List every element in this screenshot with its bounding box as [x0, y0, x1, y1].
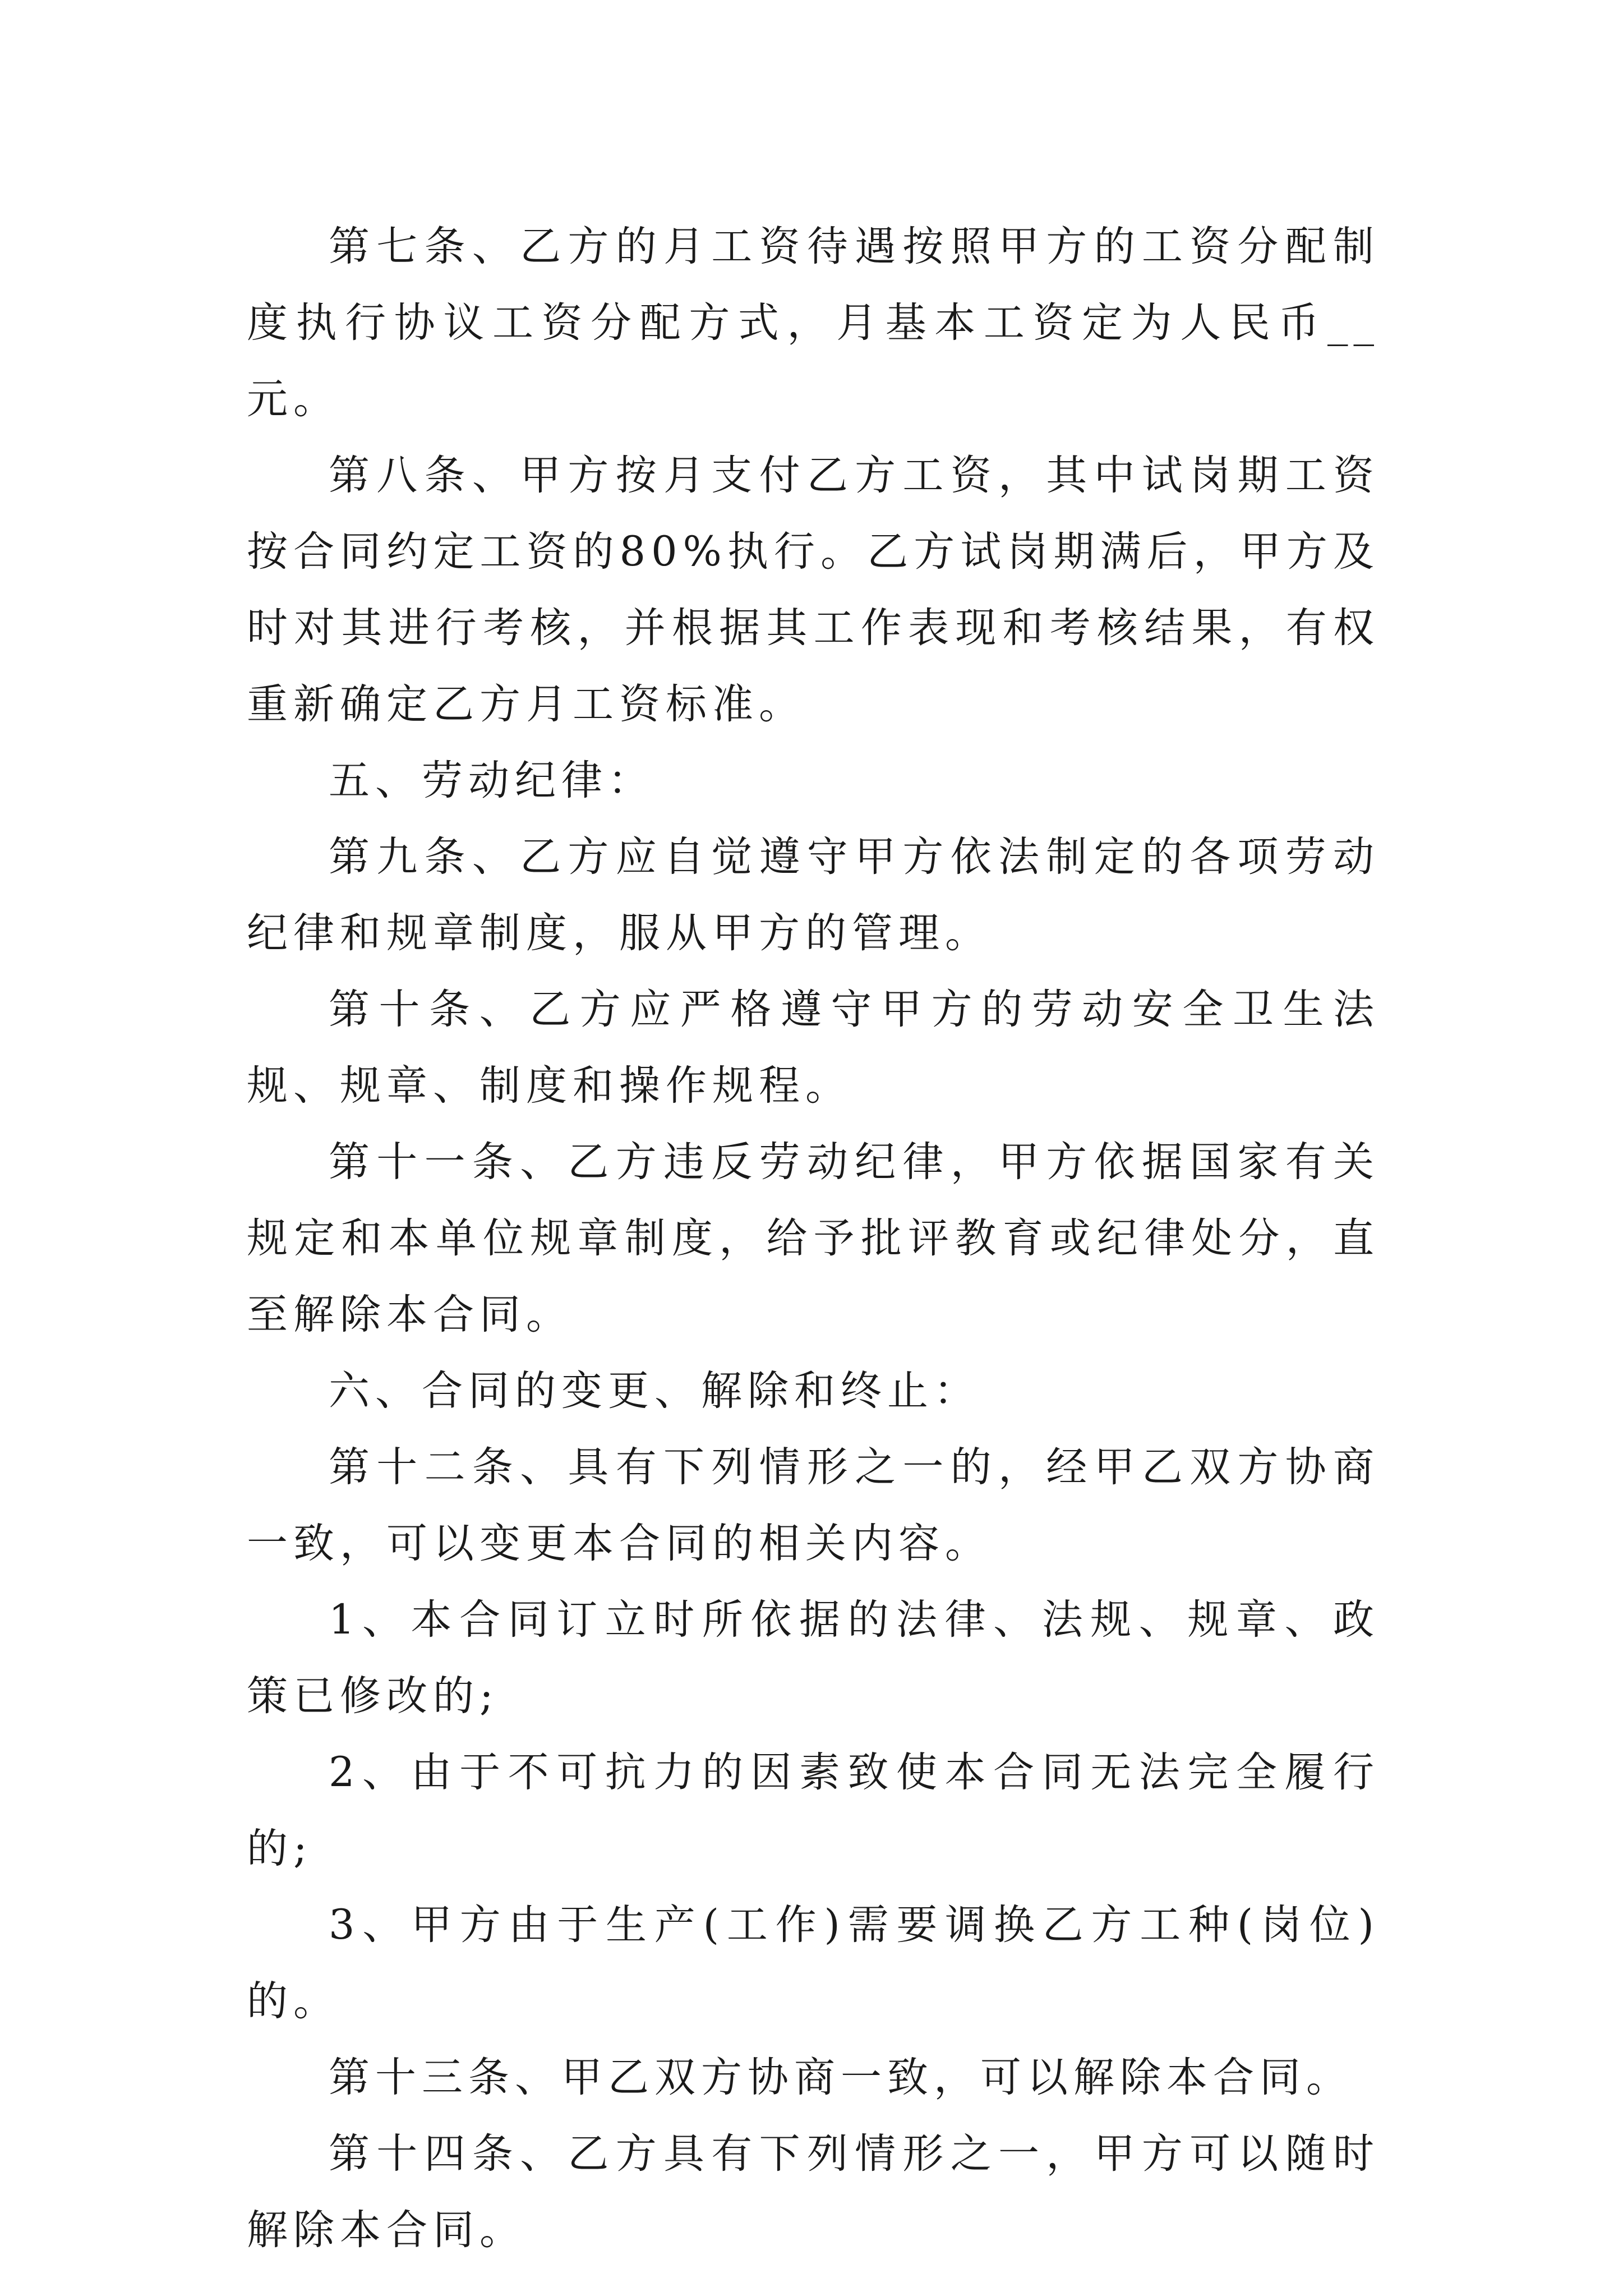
list-item-2: 2、由于不可抗力的因素致使本合同无法完全履行的; [247, 1749, 1380, 1872]
paragraph-article-10: 第十条、乙方应严格遵守甲方的劳动安全卫生法规、规章、制度和操作规程。 [247, 986, 1380, 1110]
paragraph-article-11: 第十一条、乙方违反劳动纪律，甲方依据国家有关规定和本单位规章制度，给予批评教育或纪律处分，直至解除本合同。 [247, 1138, 1380, 1338]
paragraph-article-7: 第七条、乙方的月工资待遇按照甲方的工资分配制度执行协议工资分配方式，月基本工资定为人民币__元。 [247, 223, 1380, 423]
paragraph-article-8: 第八条、甲方按月支付乙方工资，其中试岗期工资按合同约定工资的80%执行。乙方试岗期满后，甲方及时对其进行考核，并根据其工作表现和考核结果，有权重新确定乙方月工资标准。 [247, 452, 1380, 728]
paragraph-article-14: 第十四条、乙方具有下列情形之一，甲方可以随时解除本合同。 [247, 2130, 1380, 2254]
contract-body [247, 209, 1380, 2269]
list-item-1: 1、本合同订立时所依据的法律、法规、规章、政策已修改的; [247, 1596, 1380, 1720]
list-item-3: 3、甲方由于生产(工作)需要调换乙方工种(岗位)的。 [247, 1901, 1380, 2025]
paragraph-article-9: 第九条、乙方应自觉遵守甲方依法制定的各项劳动纪律和规章制度，服从甲方的管理。 [247, 833, 1380, 957]
section-heading-labor-discipline: 五、劳动纪律： [329, 757, 654, 804]
paragraph-article-13: 第十三条、甲乙双方协商一致，可以解除本合同。 [329, 2054, 1353, 2101]
paragraph-article-12: 第十二条、具有下列情形之一的，经甲乙双方协商一致，可以变更本合同的相关内容。 [247, 1443, 1380, 1567]
section-heading-contract-changes: 六、合同的变更、解除和终止： [329, 1367, 980, 1415]
